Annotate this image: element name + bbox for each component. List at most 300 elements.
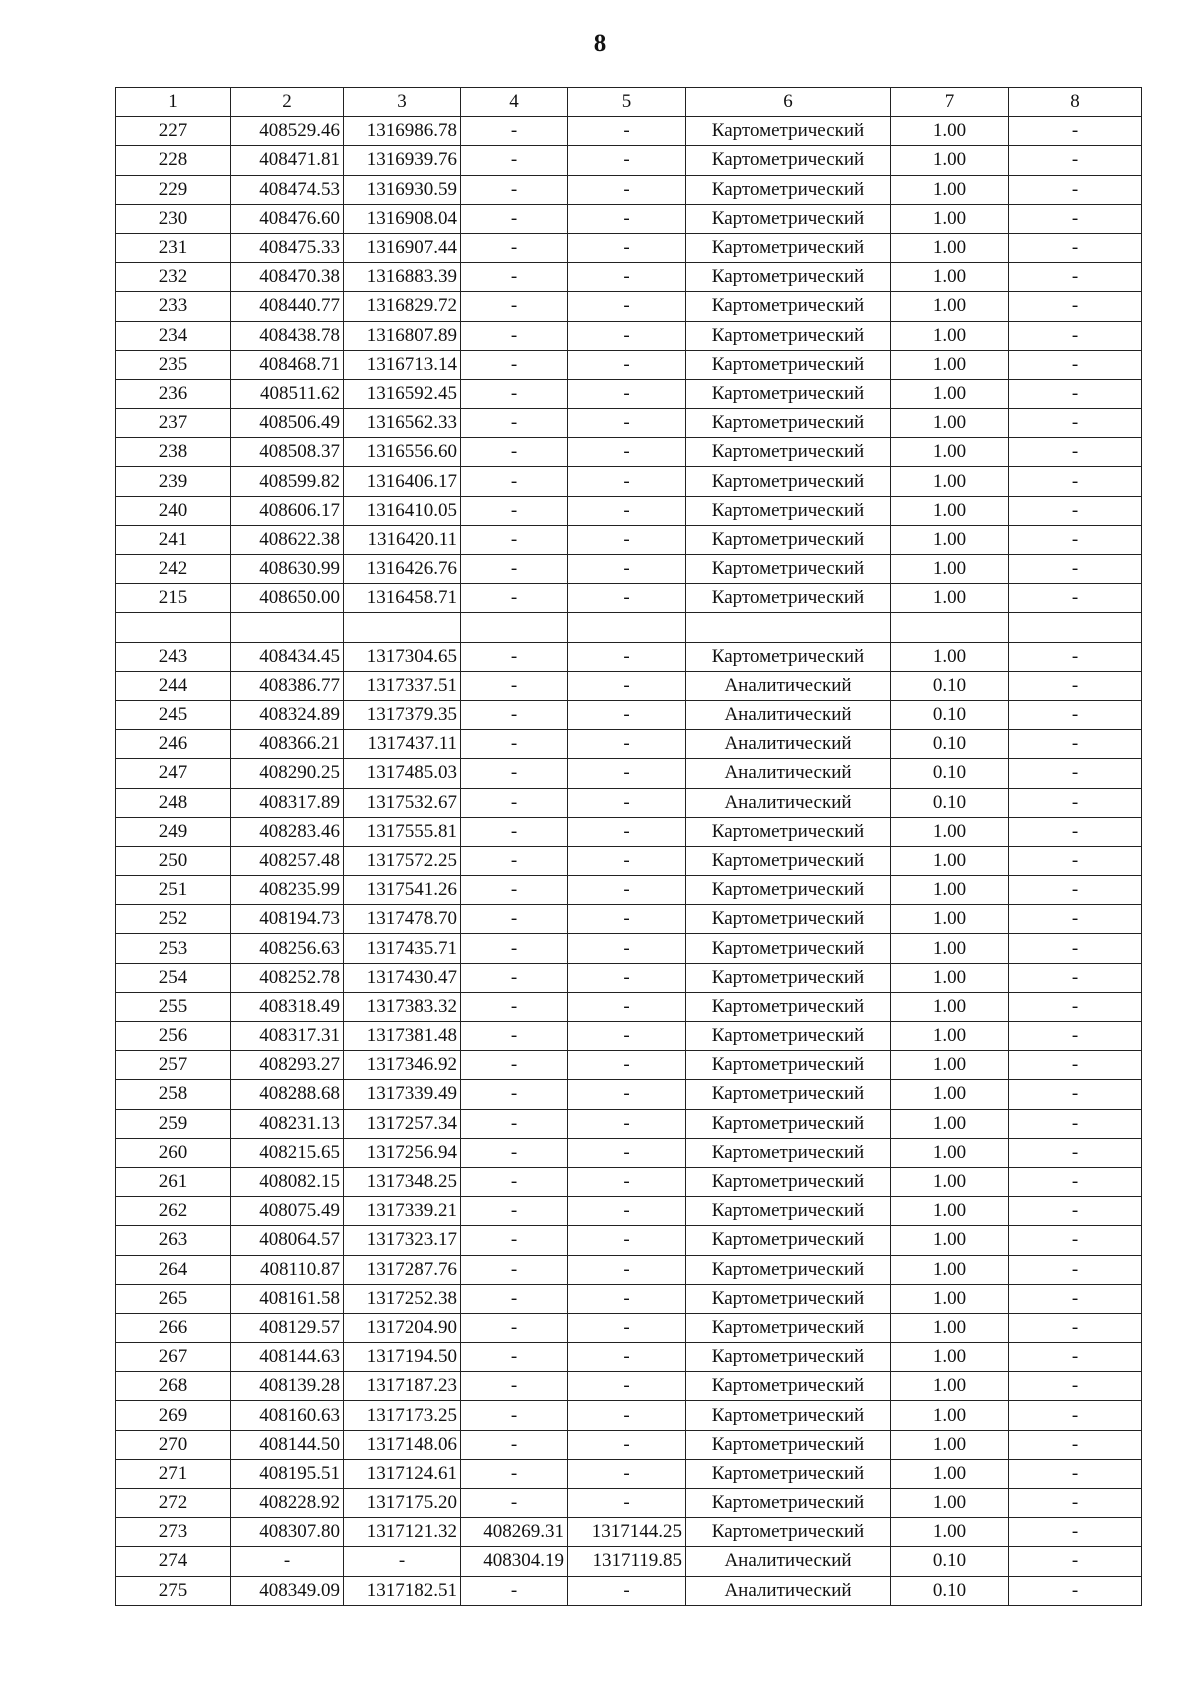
x-coordinate-alt-cell: -: [461, 1109, 568, 1138]
y-coordinate-cell: 1316713.14: [344, 350, 461, 379]
accuracy-cell: 1.00: [891, 992, 1009, 1021]
point-number-cell: 246: [116, 730, 231, 759]
x-coordinate-alt-cell: -: [461, 876, 568, 905]
y-coordinate-alt-cell: -: [568, 409, 686, 438]
header-cell: 1: [116, 88, 231, 117]
note-cell: -: [1009, 700, 1142, 729]
x-coordinate-alt-cell: -: [461, 1459, 568, 1488]
y-coordinate-alt-cell: -: [568, 525, 686, 554]
note-cell: -: [1009, 525, 1142, 554]
y-coordinate-alt-cell: -: [568, 992, 686, 1021]
x-coordinate-alt-cell: -: [461, 1197, 568, 1226]
y-coordinate-alt-cell: -: [568, 1226, 686, 1255]
note-cell: -: [1009, 1022, 1142, 1051]
x-coordinate-cell: 408475.33: [231, 233, 344, 262]
method-cell: Аналитический: [686, 788, 891, 817]
point-number-cell: 236: [116, 379, 231, 408]
point-number-cell: 250: [116, 846, 231, 875]
point-number-cell: 258: [116, 1080, 231, 1109]
table-row: [116, 1430, 1142, 1459]
y-coordinate-cell: 1317430.47: [344, 963, 461, 992]
method-cell: Картометрический: [686, 292, 891, 321]
accuracy-cell: 0.10: [891, 1576, 1009, 1605]
accuracy-cell: 1.00: [891, 1372, 1009, 1401]
y-coordinate-cell: 1316420.11: [344, 525, 461, 554]
x-coordinate-alt-cell: -: [461, 146, 568, 175]
x-coordinate-cell: 408366.21: [231, 730, 344, 759]
table-row: [116, 642, 1142, 671]
method-cell: Аналитический: [686, 1576, 891, 1605]
y-coordinate-alt-cell: -: [568, 146, 686, 175]
note-cell: -: [1009, 846, 1142, 875]
method-cell: Аналитический: [686, 700, 891, 729]
y-coordinate-alt-cell: -: [568, 263, 686, 292]
y-coordinate-alt-cell: -: [568, 467, 686, 496]
x-coordinate-alt-cell: -: [461, 1401, 568, 1430]
x-coordinate-alt-cell: [461, 613, 568, 642]
x-coordinate-alt-cell: -: [461, 1022, 568, 1051]
x-coordinate-alt-cell: -: [461, 525, 568, 554]
y-coordinate-alt-cell: -: [568, 175, 686, 204]
note-cell: -: [1009, 788, 1142, 817]
header-cell: 7: [891, 88, 1009, 117]
note-cell: -: [1009, 642, 1142, 671]
method-cell: Картометрический: [686, 1022, 891, 1051]
note-cell: -: [1009, 1430, 1142, 1459]
accuracy-cell: 1.00: [891, 1022, 1009, 1051]
method-cell: Картометрический: [686, 1284, 891, 1313]
x-coordinate-cell: 408606.17: [231, 496, 344, 525]
x-coordinate-cell: 408160.63: [231, 1401, 344, 1430]
y-coordinate-cell: 1317121.32: [344, 1518, 461, 1547]
x-coordinate-cell: 408476.60: [231, 204, 344, 233]
y-coordinate-cell: 1317257.34: [344, 1109, 461, 1138]
point-number-cell: 227: [116, 117, 231, 146]
table-row: [116, 263, 1142, 292]
point-number-cell: 243: [116, 642, 231, 671]
x-coordinate-alt-cell: -: [461, 1255, 568, 1284]
x-coordinate-cell: 408599.82: [231, 467, 344, 496]
x-coordinate-cell: 408630.99: [231, 555, 344, 584]
x-coordinate-cell: 408471.81: [231, 146, 344, 175]
header-cell: 5: [568, 88, 686, 117]
x-coordinate-cell: 408293.27: [231, 1051, 344, 1080]
note-cell: -: [1009, 1109, 1142, 1138]
y-coordinate-cell: 1317194.50: [344, 1343, 461, 1372]
accuracy-cell: 1.00: [891, 1138, 1009, 1167]
table-row: [116, 467, 1142, 496]
header-cell: 6: [686, 88, 891, 117]
x-coordinate-cell: 408139.28: [231, 1372, 344, 1401]
y-coordinate-cell: 1317323.17: [344, 1226, 461, 1255]
point-number-cell: 272: [116, 1489, 231, 1518]
x-coordinate-cell: 408075.49: [231, 1197, 344, 1226]
x-coordinate-alt-cell: -: [461, 700, 568, 729]
y-coordinate-alt-cell: -: [568, 1051, 686, 1080]
table-row: [116, 409, 1142, 438]
x-coordinate-cell: 408290.25: [231, 759, 344, 788]
method-cell: Аналитический: [686, 730, 891, 759]
y-coordinate-alt-cell: -: [568, 1255, 686, 1284]
x-coordinate-cell: 408161.58: [231, 1284, 344, 1313]
x-coordinate-alt-cell: -: [461, 846, 568, 875]
method-cell: [686, 613, 891, 642]
y-coordinate-cell: 1317187.23: [344, 1372, 461, 1401]
y-coordinate-cell: 1317252.38: [344, 1284, 461, 1313]
method-cell: Картометрический: [686, 1167, 891, 1196]
accuracy-cell: 1.00: [891, 963, 1009, 992]
accuracy-cell: 1.00: [891, 292, 1009, 321]
method-cell: Картометрический: [686, 846, 891, 875]
method-cell: Картометрический: [686, 1401, 891, 1430]
y-coordinate-alt-cell: -: [568, 1576, 686, 1605]
accuracy-cell: 1.00: [891, 525, 1009, 554]
point-number-cell: 238: [116, 438, 231, 467]
y-coordinate-alt-cell: -: [568, 1022, 686, 1051]
accuracy-cell: 1.00: [891, 642, 1009, 671]
note-cell: -: [1009, 1576, 1142, 1605]
table-row: [116, 438, 1142, 467]
accuracy-cell: 1.00: [891, 1109, 1009, 1138]
y-coordinate-cell: 1316807.89: [344, 321, 461, 350]
table-row: [116, 1197, 1142, 1226]
x-coordinate-alt-cell: -: [461, 233, 568, 262]
y-coordinate-cell: [344, 613, 461, 642]
method-cell: Картометрический: [686, 525, 891, 554]
table-row: [116, 146, 1142, 175]
note-cell: -: [1009, 1284, 1142, 1313]
accuracy-cell: 1.00: [891, 1197, 1009, 1226]
y-coordinate-alt-cell: -: [568, 233, 686, 262]
x-coordinate-cell: 408064.57: [231, 1226, 344, 1255]
x-coordinate-alt-cell: -: [461, 1372, 568, 1401]
x-coordinate-alt-cell: -: [461, 730, 568, 759]
x-coordinate-cell: 408511.62: [231, 379, 344, 408]
accuracy-cell: 1.00: [891, 1226, 1009, 1255]
y-coordinate-cell: 1317435.71: [344, 934, 461, 963]
note-cell: -: [1009, 379, 1142, 408]
y-coordinate-alt-cell: -: [568, 1167, 686, 1196]
accuracy-cell: 1.00: [891, 1518, 1009, 1547]
x-coordinate-alt-cell: -: [461, 467, 568, 496]
x-coordinate-alt-cell: -: [461, 671, 568, 700]
y-coordinate-cell: 1316426.76: [344, 555, 461, 584]
method-cell: Картометрический: [686, 876, 891, 905]
table-row: [116, 730, 1142, 759]
accuracy-cell: 1.00: [891, 1489, 1009, 1518]
x-coordinate-alt-cell: -: [461, 759, 568, 788]
x-coordinate-alt-cell: -: [461, 409, 568, 438]
note-cell: -: [1009, 817, 1142, 846]
point-number-cell: 229: [116, 175, 231, 204]
point-number-cell: [116, 613, 231, 642]
table-row: [116, 1489, 1142, 1518]
method-cell: Картометрический: [686, 963, 891, 992]
y-coordinate-cell: 1317337.51: [344, 671, 461, 700]
table-row: [116, 1576, 1142, 1605]
method-cell: Картометрический: [686, 817, 891, 846]
x-coordinate-alt-cell: -: [461, 321, 568, 350]
x-coordinate-alt-cell: -: [461, 963, 568, 992]
y-coordinate-cell: 1317173.25: [344, 1401, 461, 1430]
x-coordinate-alt-cell: -: [461, 496, 568, 525]
accuracy-cell: 1.00: [891, 817, 1009, 846]
header-cell: 2: [231, 88, 344, 117]
page-number: 8: [593, 30, 607, 57]
table-row: [116, 1401, 1142, 1430]
table-row: [116, 555, 1142, 584]
point-number-cell: 256: [116, 1022, 231, 1051]
x-coordinate-alt-cell: -: [461, 905, 568, 934]
x-coordinate-alt-cell: -: [461, 1080, 568, 1109]
y-coordinate-cell: 1317348.25: [344, 1167, 461, 1196]
x-coordinate-cell: [231, 613, 344, 642]
point-number-cell: 266: [116, 1313, 231, 1342]
table-row: [116, 671, 1142, 700]
accuracy-cell: 1.00: [891, 321, 1009, 350]
header-cell: 4: [461, 88, 568, 117]
y-coordinate-alt-cell: -: [568, 350, 686, 379]
x-coordinate-cell: 408144.63: [231, 1343, 344, 1372]
y-coordinate-alt-cell: -: [568, 321, 686, 350]
x-coordinate-alt-cell: -: [461, 117, 568, 146]
accuracy-cell: 1.00: [891, 204, 1009, 233]
x-coordinate-alt-cell: -: [461, 788, 568, 817]
accuracy-cell: 0.10: [891, 700, 1009, 729]
x-coordinate-alt-cell: -: [461, 817, 568, 846]
x-coordinate-cell: 408622.38: [231, 525, 344, 554]
accuracy-cell: 1.00: [891, 438, 1009, 467]
point-number-cell: 230: [116, 204, 231, 233]
table-row: [116, 963, 1142, 992]
y-coordinate-alt-cell: -: [568, 379, 686, 408]
y-coordinate-cell: 1317383.32: [344, 992, 461, 1021]
note-cell: -: [1009, 1343, 1142, 1372]
y-coordinate-alt-cell: -: [568, 555, 686, 584]
x-coordinate-cell: 408228.92: [231, 1489, 344, 1518]
method-cell: Картометрический: [686, 1459, 891, 1488]
method-cell: Картометрический: [686, 263, 891, 292]
table-row: [116, 1226, 1142, 1255]
y-coordinate-cell: 1317304.65: [344, 642, 461, 671]
note-cell: [1009, 613, 1142, 642]
method-cell: Картометрический: [686, 1109, 891, 1138]
y-coordinate-alt-cell: -: [568, 1459, 686, 1488]
y-coordinate-cell: 1316829.72: [344, 292, 461, 321]
table-row: [116, 1255, 1142, 1284]
y-coordinate-alt-cell: -: [568, 905, 686, 934]
x-coordinate-alt-cell: -: [461, 642, 568, 671]
point-number-cell: 267: [116, 1343, 231, 1372]
accuracy-cell: 1.00: [891, 1343, 1009, 1372]
y-coordinate-cell: 1317175.20: [344, 1489, 461, 1518]
y-coordinate-cell: 1316986.78: [344, 117, 461, 146]
table-row: [116, 233, 1142, 262]
note-cell: -: [1009, 1226, 1142, 1255]
point-number-cell: 244: [116, 671, 231, 700]
table-row: [116, 1343, 1142, 1372]
point-number-cell: 260: [116, 1138, 231, 1167]
table-row: [116, 1109, 1142, 1138]
x-coordinate-alt-cell: -: [461, 350, 568, 379]
x-coordinate-cell: 408650.00: [231, 584, 344, 613]
point-number-cell: 275: [116, 1576, 231, 1605]
x-coordinate-cell: 408324.89: [231, 700, 344, 729]
x-coordinate-alt-cell: -: [461, 175, 568, 204]
point-number-cell: 264: [116, 1255, 231, 1284]
note-cell: -: [1009, 671, 1142, 700]
method-cell: Картометрический: [686, 117, 891, 146]
method-cell: Картометрический: [686, 233, 891, 262]
x-coordinate-cell: 408235.99: [231, 876, 344, 905]
table-row: [116, 204, 1142, 233]
accuracy-cell: 1.00: [891, 1255, 1009, 1284]
x-coordinate-cell: 408438.78: [231, 321, 344, 350]
y-coordinate-cell: 1316556.60: [344, 438, 461, 467]
accuracy-cell: 0.10: [891, 788, 1009, 817]
note-cell: -: [1009, 117, 1142, 146]
y-coordinate-alt-cell: -: [568, 1080, 686, 1109]
accuracy-cell: 1.00: [891, 1051, 1009, 1080]
point-number-cell: 249: [116, 817, 231, 846]
note-cell: -: [1009, 263, 1142, 292]
method-cell: Картометрический: [686, 1372, 891, 1401]
x-coordinate-alt-cell: -: [461, 438, 568, 467]
note-cell: -: [1009, 146, 1142, 175]
accuracy-cell: 1.00: [891, 1284, 1009, 1313]
accuracy-cell: 0.10: [891, 730, 1009, 759]
y-coordinate-alt-cell: -: [568, 496, 686, 525]
y-coordinate-alt-cell: -: [568, 1430, 686, 1459]
note-cell: -: [1009, 1547, 1142, 1576]
table-row: [116, 905, 1142, 934]
y-coordinate-alt-cell: -: [568, 584, 686, 613]
y-coordinate-cell: 1317124.61: [344, 1459, 461, 1488]
note-cell: -: [1009, 1489, 1142, 1518]
note-cell: -: [1009, 409, 1142, 438]
y-coordinate-cell: 1317346.92: [344, 1051, 461, 1080]
accuracy-cell: 1.00: [891, 117, 1009, 146]
note-cell: -: [1009, 233, 1142, 262]
point-number-cell: 247: [116, 759, 231, 788]
x-coordinate-cell: -: [231, 1547, 344, 1576]
method-cell: Аналитический: [686, 759, 891, 788]
note-cell: -: [1009, 467, 1142, 496]
y-coordinate-alt-cell: -: [568, 1138, 686, 1167]
point-number-cell: 239: [116, 467, 231, 496]
accuracy-cell: 1.00: [891, 876, 1009, 905]
note-cell: -: [1009, 584, 1142, 613]
point-number-cell: 269: [116, 1401, 231, 1430]
note-cell: -: [1009, 350, 1142, 379]
table-row: [116, 1080, 1142, 1109]
x-coordinate-cell: 408317.31: [231, 1022, 344, 1051]
x-coordinate-alt-cell: -: [461, 1051, 568, 1080]
x-coordinate-alt-cell: -: [461, 992, 568, 1021]
point-number-cell: 233: [116, 292, 231, 321]
note-cell: -: [1009, 876, 1142, 905]
point-number-cell: 265: [116, 1284, 231, 1313]
table-row: [116, 1022, 1142, 1051]
method-cell: Картометрический: [686, 555, 891, 584]
accuracy-cell: 1.00: [891, 1459, 1009, 1488]
point-number-cell: 232: [116, 263, 231, 292]
y-coordinate-alt-cell: -: [568, 846, 686, 875]
x-coordinate-alt-cell: -: [461, 1167, 568, 1196]
method-cell: Картометрический: [686, 379, 891, 408]
table-row: [116, 759, 1142, 788]
point-number-cell: 262: [116, 1197, 231, 1226]
accuracy-cell: 1.00: [891, 233, 1009, 262]
point-number-cell: 234: [116, 321, 231, 350]
y-coordinate-cell: 1316907.44: [344, 233, 461, 262]
x-coordinate-cell: 408110.87: [231, 1255, 344, 1284]
accuracy-cell: 1.00: [891, 467, 1009, 496]
note-cell: -: [1009, 496, 1142, 525]
y-coordinate-cell: 1316939.76: [344, 146, 461, 175]
accuracy-cell: 1.00: [891, 934, 1009, 963]
accuracy-cell: 1.00: [891, 1080, 1009, 1109]
x-coordinate-alt-cell: -: [461, 1313, 568, 1342]
accuracy-cell: 1.00: [891, 146, 1009, 175]
accuracy-cell: 1.00: [891, 379, 1009, 408]
note-cell: -: [1009, 934, 1142, 963]
note-cell: -: [1009, 204, 1142, 233]
point-number-cell: 259: [116, 1109, 231, 1138]
table-row: [116, 788, 1142, 817]
note-cell: -: [1009, 905, 1142, 934]
y-coordinate-alt-cell: -: [568, 759, 686, 788]
x-coordinate-cell: 408468.71: [231, 350, 344, 379]
method-cell: Картометрический: [686, 934, 891, 963]
x-coordinate-cell: 408257.48: [231, 846, 344, 875]
method-cell: Аналитический: [686, 671, 891, 700]
accuracy-cell: 1.00: [891, 350, 1009, 379]
x-coordinate-alt-cell: -: [461, 292, 568, 321]
y-coordinate-cell: 1317572.25: [344, 846, 461, 875]
note-cell: -: [1009, 1459, 1142, 1488]
x-coordinate-alt-cell: -: [461, 1489, 568, 1518]
x-coordinate-alt-cell: -: [461, 1138, 568, 1167]
note-cell: -: [1009, 1167, 1142, 1196]
point-number-cell: 231: [116, 233, 231, 262]
point-number-cell: 268: [116, 1372, 231, 1401]
y-coordinate-cell: 1316406.17: [344, 467, 461, 496]
y-coordinate-cell: 1317381.48: [344, 1022, 461, 1051]
x-coordinate-alt-cell: -: [461, 1430, 568, 1459]
x-coordinate-cell: 408508.37: [231, 438, 344, 467]
table-row: [116, 175, 1142, 204]
y-coordinate-alt-cell: -: [568, 1343, 686, 1372]
y-coordinate-alt-cell: -: [568, 292, 686, 321]
method-cell: Картометрический: [686, 321, 891, 350]
method-cell: Картометрический: [686, 409, 891, 438]
point-number-cell: 255: [116, 992, 231, 1021]
y-coordinate-cell: 1317541.26: [344, 876, 461, 905]
y-coordinate-cell: 1317339.49: [344, 1080, 461, 1109]
accuracy-cell: 1.00: [891, 905, 1009, 934]
table-row: [116, 817, 1142, 846]
accuracy-cell: 1.00: [891, 496, 1009, 525]
accuracy-cell: 1.00: [891, 409, 1009, 438]
x-coordinate-cell: 408215.65: [231, 1138, 344, 1167]
y-coordinate-cell: 1317287.76: [344, 1255, 461, 1284]
method-cell: Картометрический: [686, 905, 891, 934]
x-coordinate-cell: 408529.46: [231, 117, 344, 146]
point-number-cell: 251: [116, 876, 231, 905]
accuracy-cell: 1.00: [891, 263, 1009, 292]
y-coordinate-cell: -: [344, 1547, 461, 1576]
